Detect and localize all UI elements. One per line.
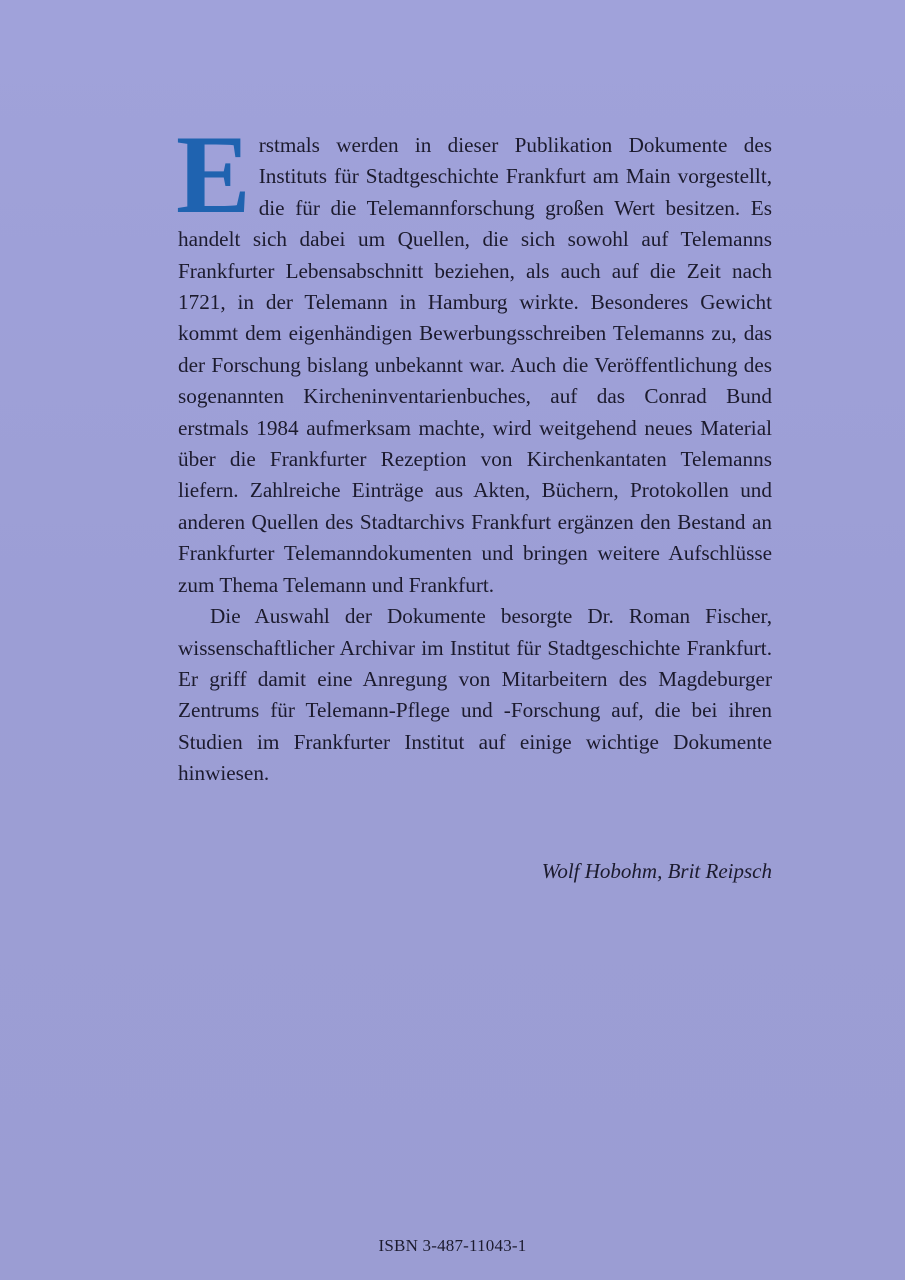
drop-cap-initial: E [176, 113, 251, 237]
author-signature: Wolf Hobohm, Brit Reipsch [541, 859, 772, 883]
paragraph-1 [176, 113, 772, 601]
foreword-text [176, 113, 772, 790]
paragraph-2: Die Auswahl der Dokumente besorgte Dr. Roman Fischer, wissenschaftlicher Archivar im Institut für Stadtgeschichte Frankfurt. Er griff damit eine Anregung von Mitarbeitern des Magdeburger Zentrums für Telemann-Pflege und -Forschung auf, die bei ihren Studien im Frankfurter Institut auf einige wichtige Dokumente hinwiesen. [178, 604, 772, 786]
paragraph-1-text: rstmals werden in dieser Publikation Dokumente des Instituts für Stadtgeschichte Frankfurt am Main vorgestellt, die für die Telemannforschung großen Wert besitzen. Es handelt sich dabei um Quellen, die sich sowohl auf Telemanns Frankfurter Lebensabschnitt beziehen, als auch auf die Zeit nach 1721, in der Telemann in Hamburg wirkte. Besonderes Gewicht kommt dem eigenhändigen Bewerbungsschreiben Telemanns zu, das der Forschung bislang unbekannt war. Auch die Veröffentlichung des sogenannten Kircheninventarienbuches, auf das Conrad Bund erstmals 1984 aufmerksam machte, wird weitgehend neues Material über die Frankfurter Rezeption von Kirchenkantaten Telemanns liefern. Zahlreiche Einträge aus Akten, Büchern, Protokollen und anderen Quellen des Stadtarchivs Frankfurt ergänzen den Bestand an Frankfurter Telemanndokumenten und bringen weitere Aufschlüsse zum Thema Telemann und Frankfurt. [178, 133, 772, 597]
isbn-number: ISBN 3-487-11043-1 [378, 1236, 527, 1255]
